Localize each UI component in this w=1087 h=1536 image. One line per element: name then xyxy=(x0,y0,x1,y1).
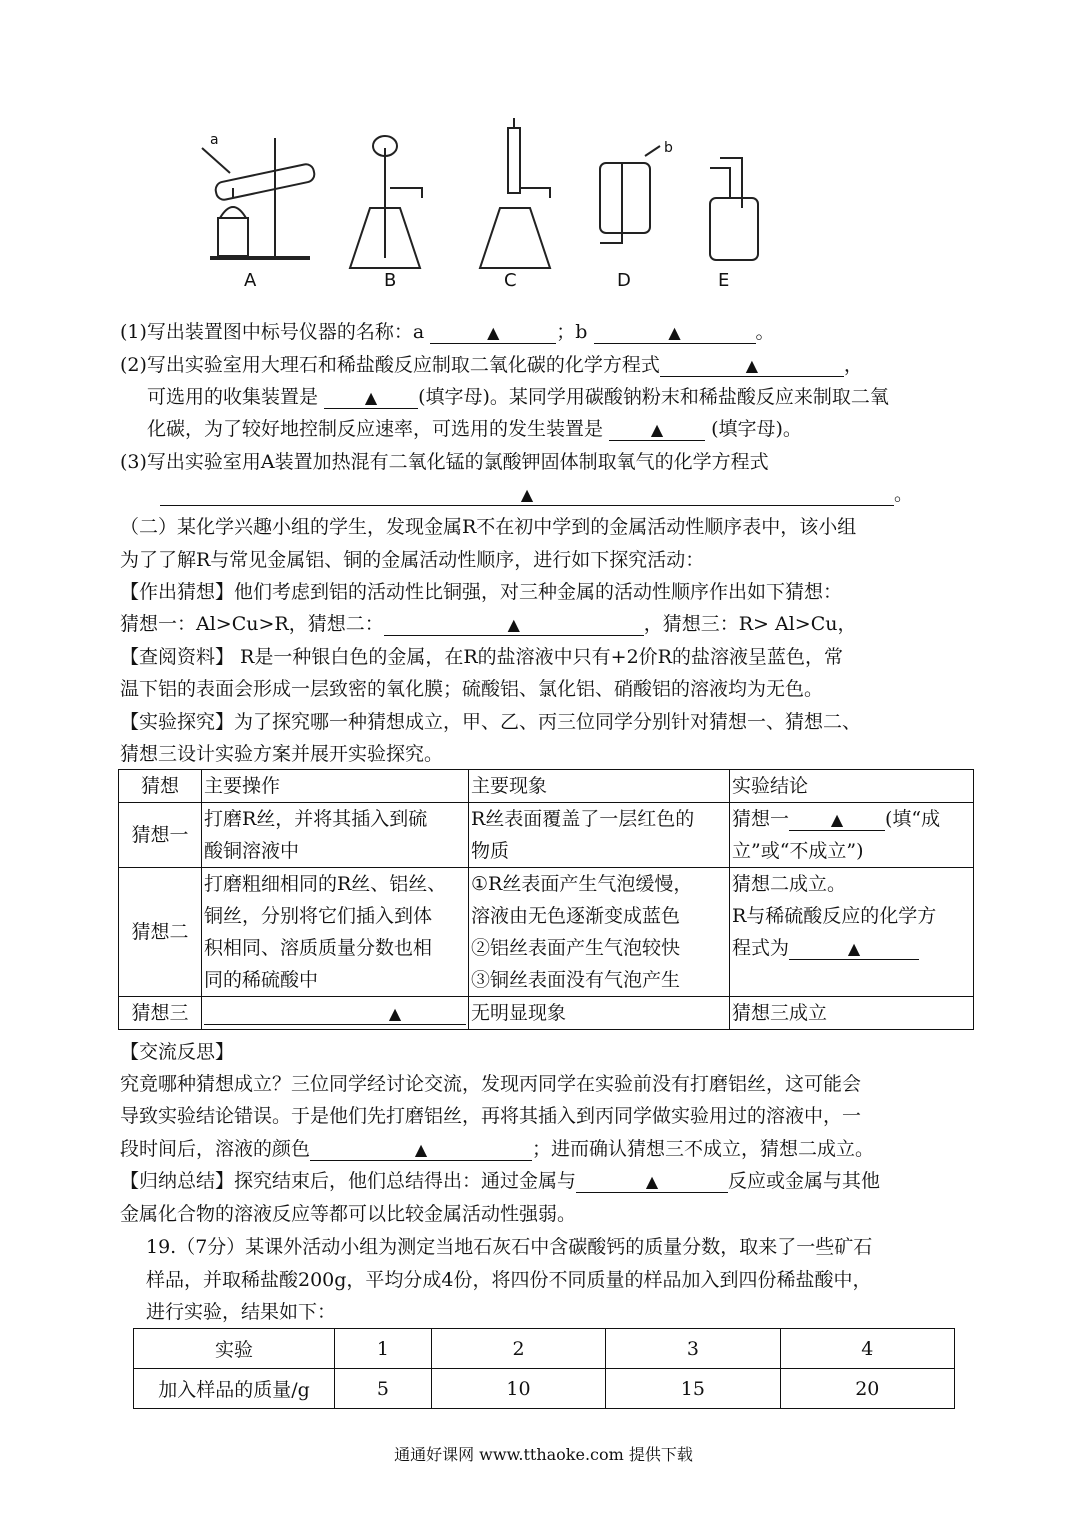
blank-o2-equation[interactable]: ▲ xyxy=(160,483,894,506)
row1-guess: 猜想一 xyxy=(119,803,202,868)
blank-r-equation[interactable]: ▲ xyxy=(789,937,919,960)
table-row xyxy=(119,997,974,1030)
q2-line-2: 可选用的收集装置是 ▲ (填字母)。某同学用碳酸钠粉末和稀盐酸反应来制取二氧 xyxy=(147,386,889,408)
table-header-row xyxy=(119,770,974,803)
cell-experiment-label: 实验 xyxy=(134,1329,335,1369)
reflect-line-3: 段时间后，溶液的颜色 ▲ ；进而确认猜想三不成立，猜想二成立。 xyxy=(120,1138,875,1160)
blank-collection[interactable]: ▲ xyxy=(324,386,418,409)
cell-mass-label: 加入样品的质量/g xyxy=(134,1369,335,1409)
row2-operation: 打磨粗细相同的R丝、铝丝、 铜丝，分别将它们插入到体 积相同、溶质质量分数也相 同的稀硫酸中 xyxy=(202,868,469,997)
q19-line-3: 进行实验，结果如下： xyxy=(146,1301,337,1323)
reflect-line-2: 导致实验结论错误。于是他们先打磨铝丝，再将其插入到丙同学做实验用过的溶液中，一 xyxy=(120,1105,862,1127)
q19-line-2: 样品，并取稀盐酸200g，平均分成4份，将四份不同质量的样品加入到四份稀盐酸中， xyxy=(146,1269,872,1291)
marker-a: a xyxy=(210,132,219,148)
row2-phenomenon: ①R丝表面产生气泡缓慢， 溶液由无色逐渐变成蓝色 ②铝丝表面产生气泡较快 ③铜丝表面没有气泡产生 xyxy=(469,868,730,997)
blank-b[interactable]: ▲ xyxy=(594,321,756,344)
summary-line-1: 【归纳总结】探究结束后，他们总结得出：通过金属与 ▲ 反应或金属与其他 xyxy=(120,1170,881,1192)
table-row xyxy=(119,803,974,868)
row1-conclusion: 猜想一 ▲ (填“成 立”或“不成立”) xyxy=(730,803,974,868)
figure-label-a: A xyxy=(244,270,257,291)
figure-label-b: B xyxy=(384,270,397,291)
cell-mass-2: 10 xyxy=(431,1369,605,1409)
experiment-line-2: 猜想三设计实验方案并展开实验探究。 xyxy=(120,743,444,765)
q19-line-1: 19.（7分）某课外活动小组为测定当地石灰石中含碳酸钙的质量分数，取来了一些矿石 xyxy=(146,1236,873,1258)
blank-co2-equation[interactable]: ▲ xyxy=(660,354,844,377)
row3-guess: 猜想三 xyxy=(119,997,202,1030)
part2-intro-2: 为了了解R与常见金属铝、铜的金属活动性顺序，进行如下探究活动： xyxy=(120,549,705,571)
guess-line: 猜想一：Al>Cu>R，猜想二： ▲ ，猜想三：R> Al>Cu， xyxy=(120,613,857,635)
header-guess: 猜想 xyxy=(119,770,202,803)
footer-credit: 通通好课网 www.tthaoke.com 提供下载 xyxy=(394,1445,693,1464)
reference-line-2: 温下铝的表面会形成一层致密的氧化膜；硫酸铝、氯化铝、硝酸铝的溶液均为无色。 xyxy=(120,678,824,700)
row1-operation: 打磨R丝，并将其插入到硫 酸铜溶液中 xyxy=(202,803,469,868)
blank-a[interactable]: ▲ xyxy=(430,321,556,344)
row3-operation xyxy=(202,997,469,1030)
cell-exp-3: 3 xyxy=(606,1329,780,1369)
q3-blank-line: ▲ 。 xyxy=(160,479,913,509)
q1-line: (1)写出装置图中标号仪器的名称：a ▲ ；b ▲ 。 xyxy=(120,321,775,343)
cell-mass-1: 5 xyxy=(335,1369,432,1409)
table-row xyxy=(134,1369,955,1409)
blank-guess1-result[interactable]: ▲ xyxy=(789,808,885,831)
cell-mass-3: 15 xyxy=(606,1369,780,1409)
cell-exp-4: 4 xyxy=(780,1329,954,1369)
reflect-heading: 【交流反思】 xyxy=(120,1041,235,1063)
q3-line: (3)写出实验室用A装置加热混有二氧化锰的氯酸钾固体制取氧气的化学方程式 xyxy=(120,451,769,473)
cell-exp-1: 1 xyxy=(335,1329,432,1369)
marker-b: b xyxy=(664,140,673,156)
sample-table xyxy=(133,1328,955,1409)
apparatus-drawing xyxy=(190,118,795,306)
table-row xyxy=(134,1329,955,1369)
row3-conclusion: 猜想三成立 xyxy=(730,997,974,1030)
part2-intro-1: （二）某化学兴趣小组的学生，发现金属R不在初中学到的金属活动性顺序表中，该小组 xyxy=(120,516,857,538)
figure-label-e: E xyxy=(718,270,730,291)
header-conclusion: 实验结论 xyxy=(730,770,974,803)
reference-line-1: 【查阅资料】 R是一种银白色的金属，在R的盐溶液中只有+2价R的盐溶液呈蓝色，常 xyxy=(120,646,843,668)
blank-metal-reacts-with[interactable]: ▲ xyxy=(576,1170,728,1193)
cell-exp-2: 2 xyxy=(431,1329,605,1369)
figure-label-d: D xyxy=(617,270,631,291)
row1-phenomenon: R丝表面覆盖了一层红色的 物质 xyxy=(469,803,730,868)
cell-mass-4: 20 xyxy=(780,1369,954,1409)
header-operation: 主要操作 xyxy=(202,770,469,803)
apparatus-figure xyxy=(190,118,795,306)
guess-heading: 【作出猜想】他们考虑到铝的活动性比铜强，对三种金属的活动性顺序作出如下猜想： xyxy=(120,581,843,603)
blank-solution-color[interactable]: ▲ xyxy=(310,1138,532,1161)
figure-label-c: C xyxy=(504,270,517,291)
row2-conclusion: 猜想二成立。 R与稀硫酸反应的化学方 程式为 ▲ xyxy=(730,868,974,997)
summary-line-2: 金属化合物的溶液反应等都可以比较金属活动性强弱。 xyxy=(120,1203,577,1225)
blank-generator[interactable]: ▲ xyxy=(609,418,705,441)
blank-guess-2[interactable]: ▲ xyxy=(384,613,644,636)
reflect-line-1: 究竟哪种猜想成立？三位同学经讨论交流，发现丙同学在实验前没有打磨铝丝，这可能会 xyxy=(120,1073,862,1095)
blank-guess3-operation[interactable]: ▲ xyxy=(204,1002,466,1025)
row2-guess: 猜想二 xyxy=(119,868,202,997)
experiment-table xyxy=(118,769,974,1030)
row3-phenomenon: 无明显现象 xyxy=(469,997,730,1030)
header-phenomenon: 主要现象 xyxy=(469,770,730,803)
experiment-line-1: 【实验探究】为了探究哪一种猜想成立，甲、乙、丙三位同学分别针对猜想一、猜想二、 xyxy=(120,711,862,733)
table-row xyxy=(119,868,974,997)
q2-line-1: (2)写出实验室用大理石和稀盐酸反应制取二氧化碳的化学方程式 ▲ ， xyxy=(120,354,863,376)
q2-line-3: 化碳，为了较好地控制反应速率，可选用的发生装置是 ▲ (填字母)。 xyxy=(147,418,802,440)
